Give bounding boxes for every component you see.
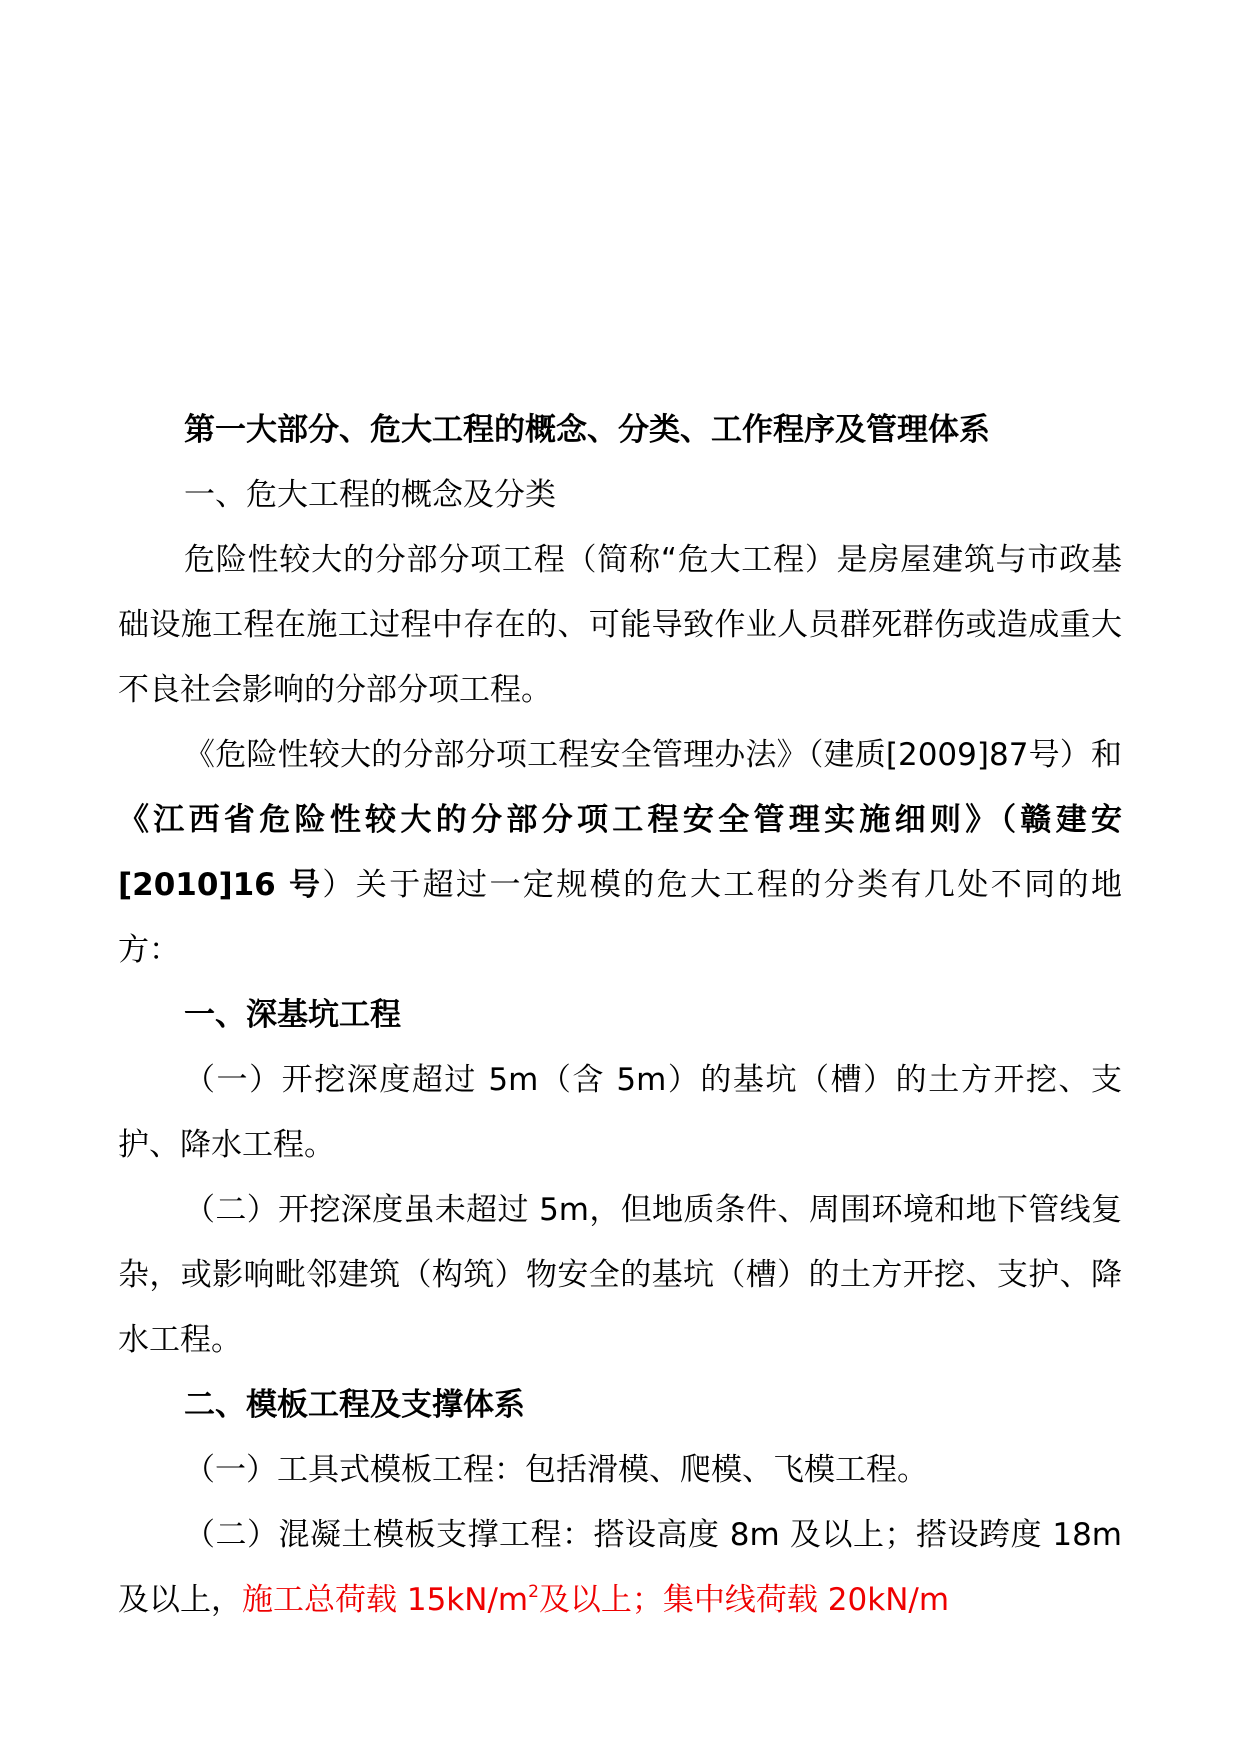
main-heading: 第一大部分、危大工程的概念、分类、工作程序及管理体系 — [184, 412, 990, 448]
load-highlight-text: 施工总荷载 15kN/m — [242, 1582, 529, 1618]
formwork-heading: 二、模板工程及支撑体系 — [184, 1387, 525, 1423]
regulations-text-1: 《危险性较大的分部分项工程安全管理办法》（建质[2009]87号）和 — [184, 737, 1122, 773]
deep-pit-item-2: （二）开挖深度虽未超过 5m，但地质条件、周围环境和地下管线复杂，或影响毗邻建筑（构筑）物安全的基坑（槽）的土方开挖、支护、降水工程。 — [118, 1192, 1122, 1358]
deep-pit-item-1: （一）开挖深度超过 5m（含 5m）的基坑（槽）的土方开挖、支护、降水工程。 — [118, 1062, 1122, 1163]
definition-paragraph: 危险性较大的分部分项工程（简称“危大工程）是房屋建筑与市政基础设施工程在施工过程中存在的、可能导致作业人员群死群伤或造成重大不良社会影响的分部分项工程。 — [118, 542, 1122, 708]
regulations-text-2: ）关于超过一定规模的危大工程的分类有几处不同的地方： — [118, 867, 1122, 968]
section-title: 一、危大工程的概念及分类 — [184, 477, 556, 513]
load-unit-superscript: 2 — [528, 1582, 539, 1603]
regulations-paragraph — [118, 723, 1122, 983]
line-load-highlight-text: 及以上；集中线荷载 20kN/m — [538, 1582, 950, 1618]
formwork-item-2 — [118, 1503, 1122, 1633]
deep-pit-heading: 一、深基坑工程 — [184, 997, 401, 1033]
formwork-item-2-text: （二）混凝土模板支撑工程：搭设高度 8m 及以上；搭设跨度 18m 及以上， — [118, 1517, 1122, 1618]
formwork-item-1: （一）工具式模板工程：包括滑模、爬模、飞模工程。 — [184, 1452, 928, 1488]
regulations-bold-title: 《江西省危险性较大的分部分项工程安全管理实施细则》（赣建安[2010]16 号 — [118, 802, 1122, 903]
